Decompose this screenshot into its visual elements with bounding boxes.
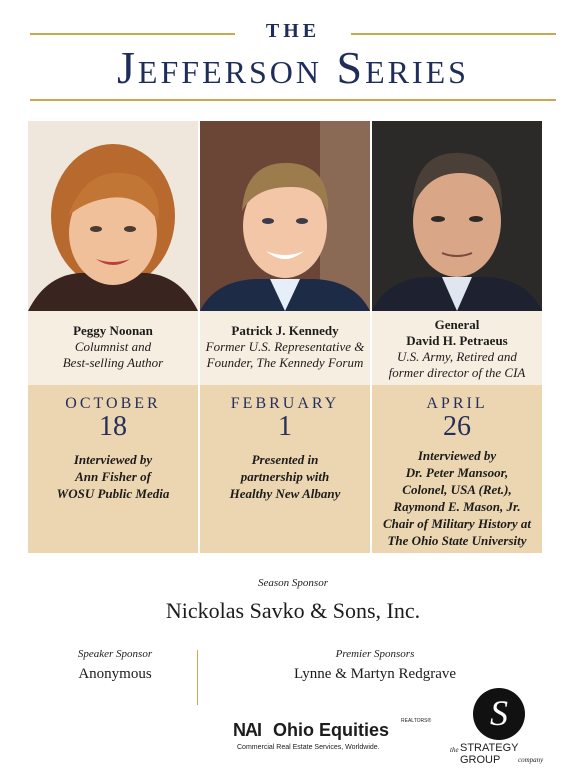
speaker-name: David H. Petraeus [406,333,508,348]
premier-sponsors-label: Premier Sponsors [335,648,415,660]
event-day: 18 [99,411,127,442]
speaker-name: Patrick J. Kennedy [231,323,339,338]
strategy-monogram: S [490,693,508,733]
speaker-namebox-3 [372,311,542,385]
nai-ohio-equities-logo [233,718,433,758]
speaker-name-prefix: General [434,317,480,332]
strategy-prefix: the [450,746,459,754]
event-datebox-1 [28,385,198,553]
nai-name: Ohio Equities [273,720,390,740]
title-the: THE [265,20,321,42]
speaker-namebox-1 [28,311,198,385]
speaker-role: U.S. Army, Retired and former director of the CIA [388,349,526,380]
season-sponsor-name: Nickolas Savko & Sons, Inc. [165,598,421,623]
season-sponsor-label: Season Sponsor [258,577,328,589]
premier-sponsors-name: Lynne & Martyn Redgrave [293,666,457,682]
sponsor-divider [197,650,198,705]
nai-tagline: Commercial Real Estate Services, Worldwide. [237,744,380,751]
speaker-photo-kennedy [200,121,370,311]
speaker-sponsor-label: Speaker Sponsor [77,648,153,660]
page-title: Jefferson Series [117,42,469,93]
strategy-name: STRATEGY GROUP [460,742,519,766]
header-bottom-rule [30,99,556,101]
event-day: 26 [443,411,471,442]
speaker-sponsor-name: Anonymous [78,666,152,682]
speaker-role: Former U.S. Representative & Founder, The Kennedy Forum [205,339,365,370]
speaker-photo-noonan [28,121,198,311]
strategy-group-logo [448,688,558,778]
nai-suffix: REALTORS® [401,718,432,724]
strategy-suffix: company [518,756,544,764]
event-detail: Interviewed by Dr. Peter Mansoor, Colonel, USA (Ret.), Raymond E. Mason, Jr. Chair of Military History at The Ohio State University [382,448,532,548]
event-month: OCTOBER [65,395,161,412]
event-datebox-3 [372,385,542,553]
event-month: FEBRUARY [230,395,340,412]
event-month: APRIL [426,395,488,412]
speaker-name: Peggy Noonan [73,323,153,338]
event-datebox-2 [200,385,370,553]
speaker-namebox-2 [200,311,370,385]
event-detail: Interviewed by Ann Fisher of WOSU Public Media [56,452,170,501]
speaker-photo-petraeus [372,121,542,311]
strategy-monogram-circle [473,688,525,740]
event-detail: Presented in partnership with Healthy New Albany [229,452,341,501]
event-day: 1 [278,411,292,442]
nai-mark: NAI [233,720,261,740]
speaker-role: Columnist and Best-selling Author [62,339,164,370]
